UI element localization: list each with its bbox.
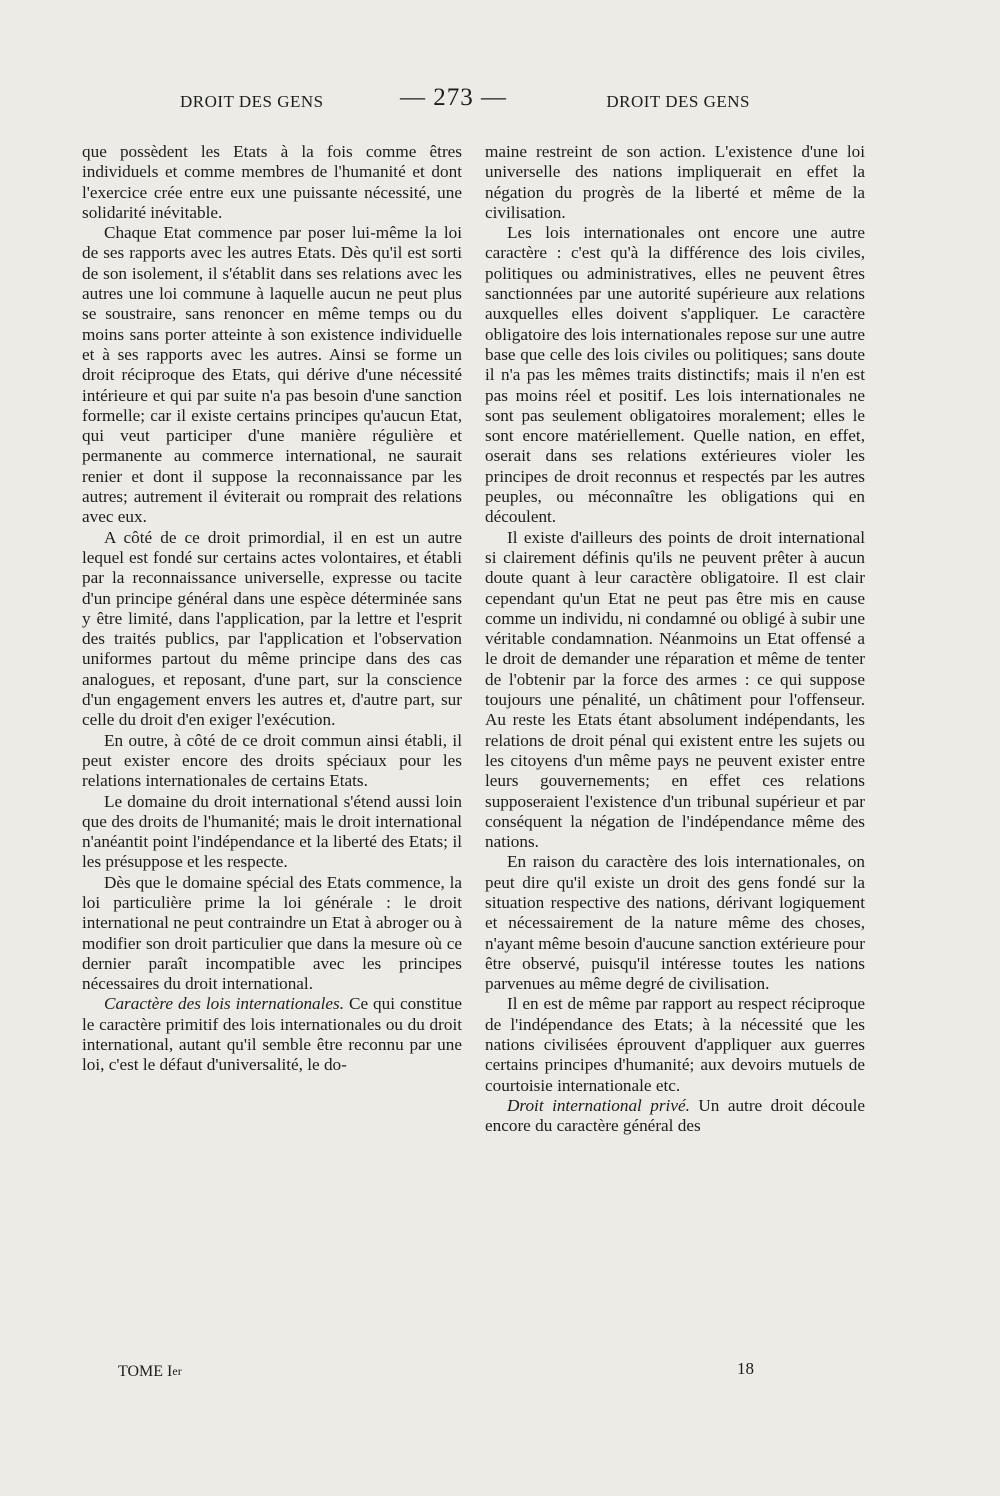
running-header bbox=[180, 84, 750, 118]
paragraph-text: A côté de ce droit primordial, il en est un autre lequel est fondé sur certains actes volontaires, et établi par la reconnaissance universelle, expresse ou tacite d'un principe général dans une espèce déterminée sans y être limité, dans l'application, par la lettre et l'esprit des traités publics, par l'application et l'observation uniformes partout du même principe dans des cas analogues, et reposant, d'une part, sur la conscience d'un engagement envers les autres et, d'autre part, sur celle du droit d'en exiger l'exécution. bbox=[82, 527, 462, 730]
paragraph bbox=[82, 792, 462, 873]
paragraph-text: Chaque Etat commence par poser lui-même la loi de ses rapports avec les autres Etats. Dès qu'il est sorti de son isolement, il s'établit dans ses relations avec les autres une loi commune à laquelle aucun ne peut plus se soustraire, sans renoncer en même temps ou du moins sans porter atteinte à son existence individuelle et à ses rapports avec les autres. Ainsi se forme un droit réciproque des Etats, qui dérive d'une nécessité intérieure et qui par suite n'a pas besoin d'une sanction formelle; car il existe certains principes qu'aucun Etat, qui veut participer d'une manière régulière et permanente au commerce international, ne saurait renier et dont il suppose la reconnaissance par les autres; autrement il éviterait ou romprait des relations avec eux. bbox=[82, 223, 462, 527]
paragraph-text: Ce qui constitue le caractère primitif des lois internationales ou du droit international, autant qu'il semble être reconnu par une loi, c'est le défaut d'universalité, le do- bbox=[82, 994, 462, 1075]
paragraph-text: En raison du caractère des lois internationales, on peut dire qu'il existe un droit des gens fondé sur la situation respective des nations, dérivant logiquement et nécessairement de la nature même des choses, n'ayant même besoin d'aucune sanction extérieure pour être observé, puisqu'il intéresse toutes les nations parvenues au même degré de civilisation. bbox=[485, 852, 865, 994]
paragraph-text: Un autre droit découle encore du caractère général des bbox=[485, 1095, 865, 1136]
paragraph bbox=[82, 223, 462, 527]
volume-label: TOME I bbox=[118, 1363, 173, 1380]
paragraph bbox=[485, 223, 865, 527]
paragraph bbox=[82, 142, 462, 223]
right-column bbox=[485, 142, 865, 1137]
paragraph bbox=[82, 873, 462, 995]
section-heading: Droit international privé. bbox=[507, 1095, 690, 1115]
paragraph bbox=[82, 731, 462, 792]
paragraph bbox=[485, 1096, 865, 1137]
paragraph-text: maine restreint de son action. L'existence d'une loi universelle des nations impliquerait en effet la négation du progrès de la liberté et même de la civilisation. bbox=[485, 142, 865, 222]
paragraph-text: Il existe d'ailleurs des points de droit international si clairement définis qu'ils ne peuvent prêter à aucun doute quant à leur caractère obligatoire. Il est clair cependant qu'un Etat ne peut pas être mis en cause comme un individu, ni condamné ou obligé à subir une véritable condamnation. Néanmoins un Etat offensé a le droit de demander une réparation et même de tenter de l'obtenir par la force des armes : ce qui suppose toujours une pénalité, un châtiment pour l'offenseur. Au reste les Etats étant absolument indépendants, les relations de droit pénal qui existent entre les sujets ou les citoyens d'un même pays ne peuvent exister entre leurs gouvernements; en effet ces relations supposeraient l'existence d'un tribunal supérieur et par conséquent la négation de l'indépendance même des nations. bbox=[485, 527, 865, 852]
paragraph bbox=[82, 528, 462, 731]
paragraph bbox=[485, 852, 865, 994]
paragraph bbox=[485, 142, 865, 223]
section-heading: Caractère des lois internationales. bbox=[104, 994, 345, 1014]
paragraph bbox=[485, 528, 865, 853]
paragraph-text: Les lois internationales ont encore une autre caractère : c'est qu'à la différence des lois civiles, politiques ou administratives, elles ne peuvent êtres sanctionnées par une autorité supérieure aux relations auxquelles elles doivent s'appliquer. Le caractère obligatoire des lois internationales repose sur une autre base que celle des lois civiles ou politiques; sans doute il n'a pas les mêmes traits distinctifs; mais il n'en est pas moins réel et positif. Les lois internationales ne sont pas seulement obligatoires moralement; elles le sont encore matériellement. Quelle nation, en effet, oserait dans ses relations extérieures violer les principes de droit reconnus et respectés par les autres peuples, ou méconnaître les obligations qui en découlent. bbox=[485, 223, 865, 527]
paragraph bbox=[485, 994, 865, 1095]
running-title-right: DROIT DES GENS bbox=[606, 92, 750, 111]
page-number: — 273 — bbox=[400, 84, 507, 111]
paragraph-text: En outre, à côté de ce droit commun ainsi établi, il peut exister encore des droits spéciaux pour les relations internationales de certains Etats. bbox=[82, 730, 462, 791]
left-column bbox=[82, 142, 462, 1076]
paragraph-text: que possèdent les Etats à la fois comme êtres individuels et comme membres de l'humanité et dont l'exercice crée entre eux une puissante nécessité, une solidarité inévitable. bbox=[82, 142, 462, 222]
paragraph bbox=[82, 994, 462, 1075]
volume-superscript: er bbox=[172, 1364, 182, 1378]
paragraph-text: Le domaine du droit international s'étend aussi loin que des droits de l'humanité; mais le droit international n'anéantit point l'indépendance et la liberté des Etats; il les présuppose et les respecte. bbox=[82, 791, 462, 872]
paragraph-text: Dès que le domaine spécial des Etats commence, la loi particulière prime la loi générale : le droit international ne peut contraindre un Etat à abroger ou à modifier son droit particulier que dans la mesure où ce dernier paraît incompatible avec les principes nécessaires du droit international. bbox=[82, 872, 462, 994]
sheet-signature: 18 bbox=[737, 1359, 754, 1378]
volume-signature bbox=[118, 1363, 182, 1381]
paragraph-text: Il en est de même par rapport au respect réciproque de l'indépendance des Etats; à la nécessité que les nations civilisées éprouvent d'appliquer aux guerres certains principes d'humanité; aux devoirs mutuels de courtoisie internationale etc. bbox=[485, 994, 865, 1095]
running-title-left: DROIT DES GENS bbox=[180, 92, 324, 111]
